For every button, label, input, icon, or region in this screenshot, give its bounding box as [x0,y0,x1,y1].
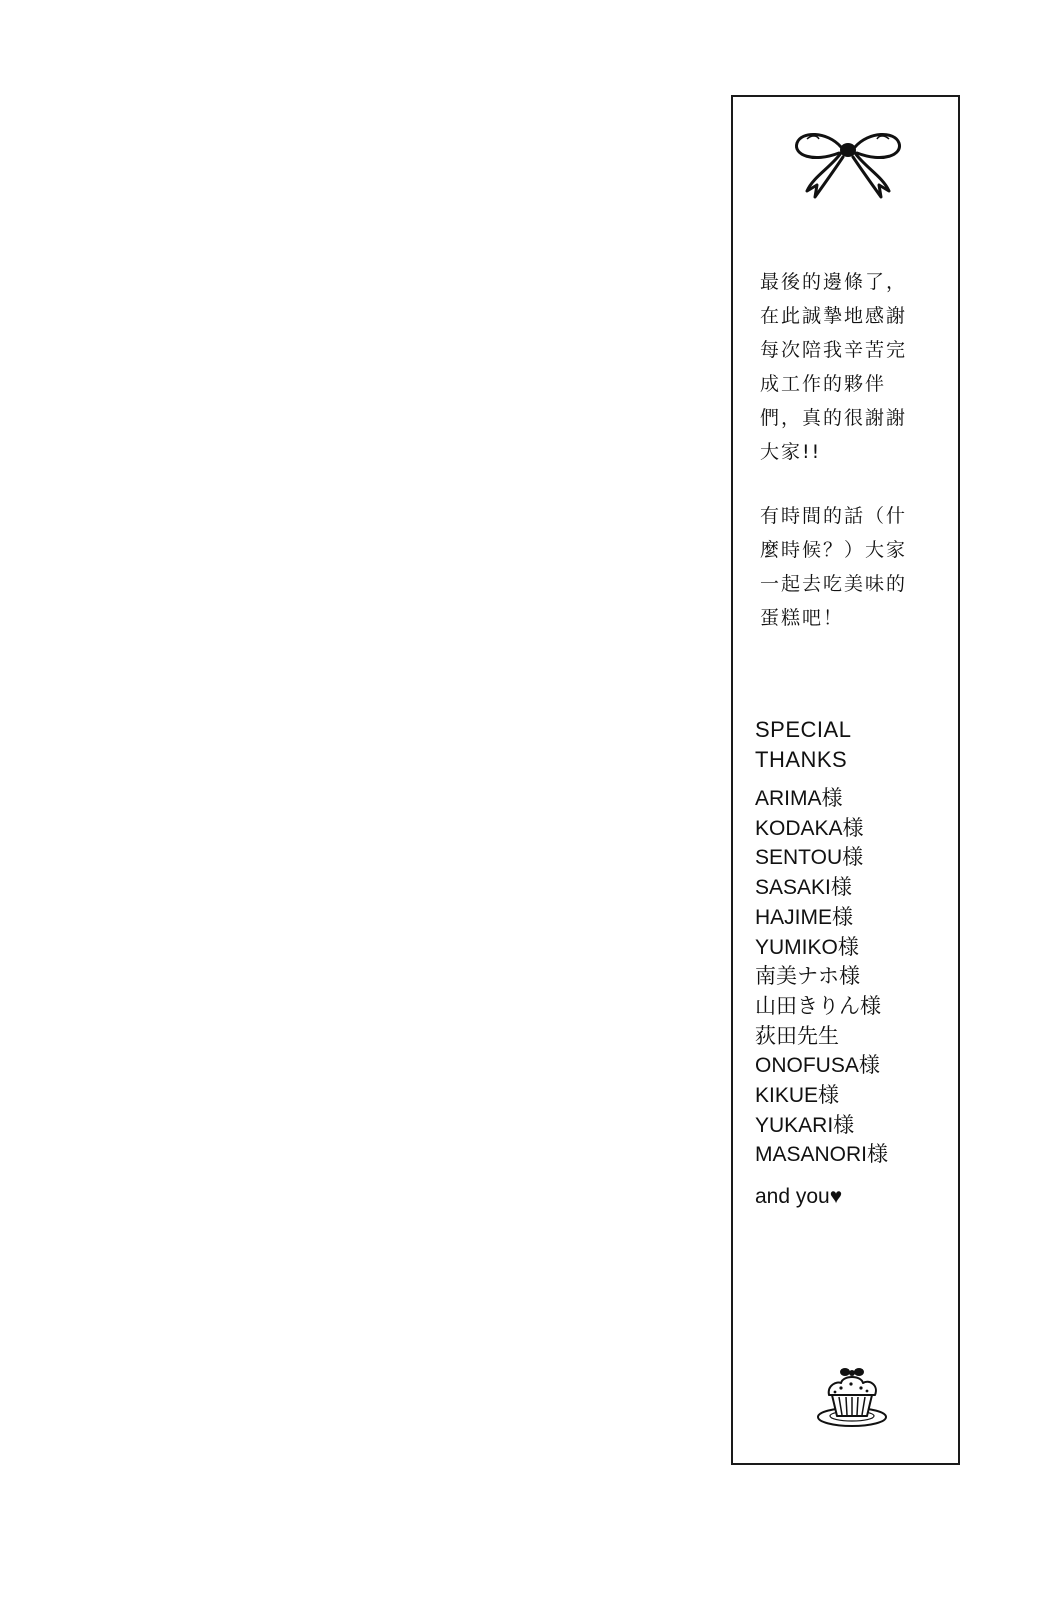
heading-line: SPECIAL [755,717,852,742]
thanks-name: YUMIKO様 [755,935,859,959]
message-line: 麼時候？）大家 [760,539,908,561]
thanks-name: ARIMA様 [755,787,843,810]
message-line: 們，真的很謝謝 [760,407,908,429]
thanks-name: YUKARI様 [755,1113,855,1137]
thanks-name: 山田きりん様 [755,994,881,1018]
message-line: 一起去吃美味的 [760,573,908,595]
thanks-name: SENTOU様 [755,846,864,870]
thanks-name-list [755,784,955,1170]
heading-line: THANKS [755,747,848,772]
thanks-name: KODAKA様 [755,816,864,840]
ribbon-bow-icon [783,125,913,205]
message-line: 最後的邊條了， [760,271,908,293]
message-line: 每次陪我辛苦完 [760,339,908,361]
message-line: 有時間的話（什 [760,505,908,527]
thanks-name: 南美ナホ様 [755,965,860,989]
paragraph-spacer [760,469,950,499]
afterword-message [760,265,950,635]
message-line: 成工作的夥伴 [760,373,887,395]
special-thanks-heading [755,715,945,775]
thanks-name: MASANORI様 [755,1143,889,1167]
message-line: 在此誠摯地感謝 [760,305,908,327]
thanks-name: SASAKI様 [755,876,852,900]
closing-line: and you♥ [755,1185,843,1208]
thanks-name: ONOFUSA様 [755,1054,880,1078]
thanks-name: KIKUE様 [755,1084,840,1108]
message-line: 大家!! [760,441,822,463]
afterword-panel [731,95,960,1465]
thanks-name: 荻田先生 [755,1024,839,1048]
cupcake-icon [815,1365,889,1429]
message-line: 蛋糕吧！ [760,607,845,629]
thanks-name: HAJIME様 [755,905,854,929]
